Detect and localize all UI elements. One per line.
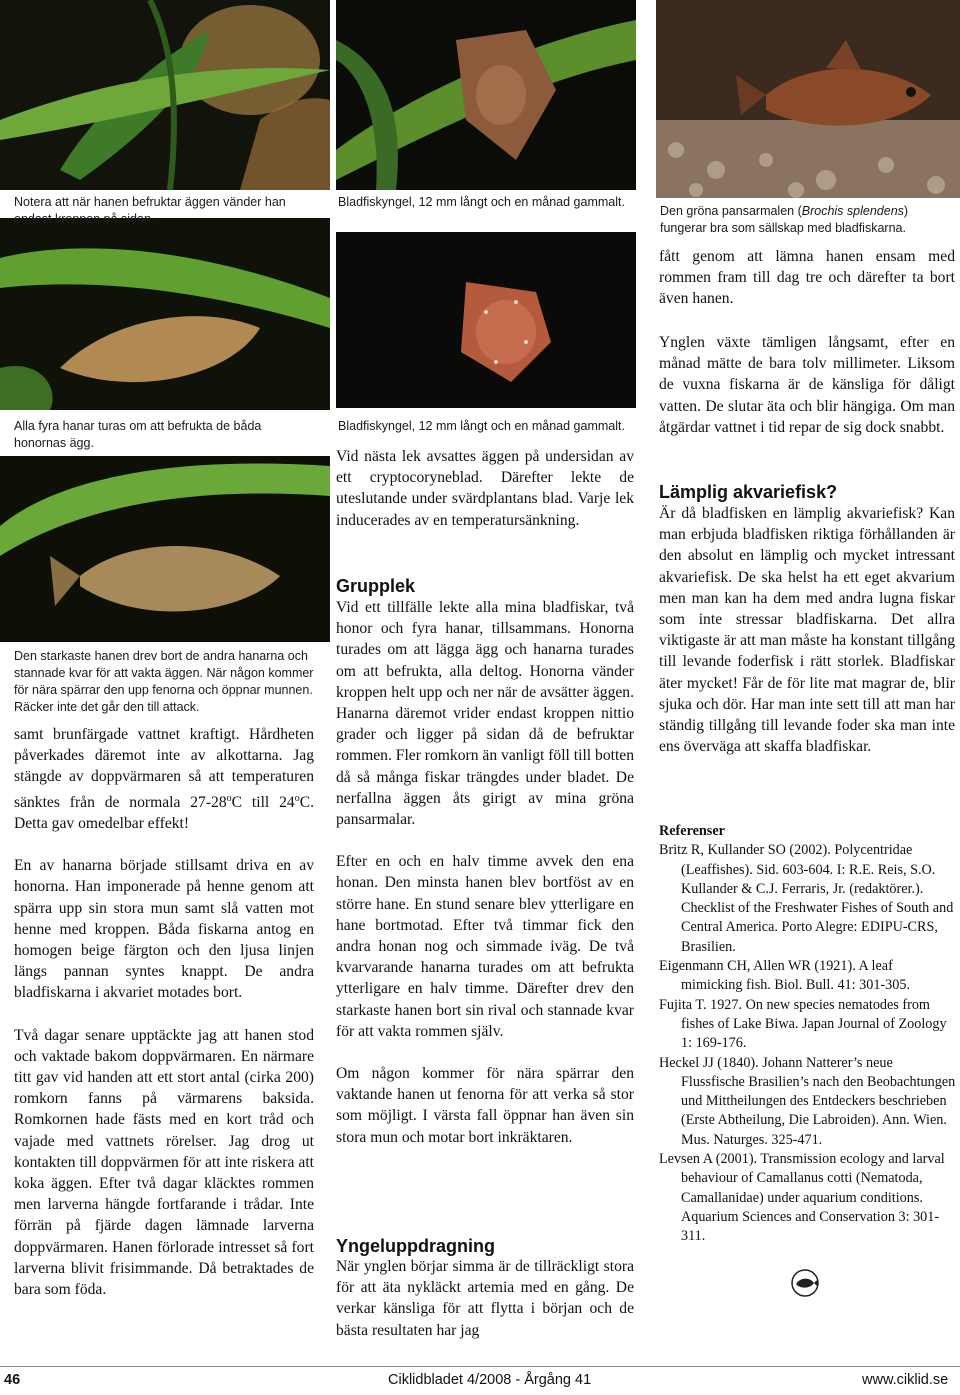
ciklid-logo-icon	[790, 1268, 820, 1298]
caption-photo4: Alla fyra hanar turas om att befrukta de båda honornas ägg.	[14, 419, 262, 450]
caption-photo5: Bladfiskyngel, 12 mm långt och en månad gammalt.	[338, 419, 625, 433]
references-title: Referenser	[659, 823, 725, 839]
reference-item: Britz R, Kullander SO (2002). Polycentridae (Leaffishes). Sid. 603-604. I: R.E. Reis, S.O. Kullander & C.J. Ferraris, Jr. (redaktörer.). Checklist of the Freshwater Fishes of South and Central America. Porto Alegre: EDIPU-CRS, Brasilien.	[659, 842, 954, 955]
photo-juvenile-leaffish-2	[336, 232, 636, 408]
caption-photo2: Bladfiskyngel, 12 mm långt och en månad gammalt.	[338, 195, 625, 209]
col2-paragraph-5: När ynglen börjar simma är de tillräckligt stora för att äta nykläckt artemia med en gång. De verkar känsliga för att flytta i början och de bästa resultaten har jag	[336, 1258, 634, 1339]
col3-paragraph-3: Är då bladfisken en lämplig akvariefisk? Kan man erbjuda bladfisken riktiga förhållanden är den absolut en lämplig och mycket intressant akvariefisk. De ska helst ha ett eget akvarium men man kan ha dem med andra lugna fiskar som inte stressar bladfiskarna. Det allra viktigaste är att man måste ha konstant tillgång till levande foderfisk i rätt storlek. Bladfiskar äter mycket! Får de för lite mat magrar de, blir sjuka och dör. Har man inte sett till att man har ständig tillgång till levande foder ska man inte ens överväga att skaffa bladfiskar.	[659, 505, 955, 756]
heading-grupplek: Grupplek	[336, 576, 416, 596]
footer-rule	[0, 1366, 960, 1367]
col1-paragraph-1: samt brunfärgade vattnet kraftigt. Hårdheten påverkades däremot inte av alkottarna. Jag stängde av doppvärmaren så att temperaturen sänktes från de normala 27-28$^o$C till 24$^o$C. Detta gav omedelbar effekt!	[14, 726, 314, 832]
heading-lamplig-akvariefisk: Lämplig akvariefisk?	[659, 482, 838, 502]
caption-photo1: Notera att när hanen befruktar äggen vänder han endast kroppen på sidan.	[14, 195, 286, 226]
heading-yngeluppdragning: Yngeluppdragning	[336, 1236, 495, 1256]
col1-paragraph-3: Två dagar senare upptäckte jag att hanen stod och vaktade bakom doppvärmaren. En närmare titt gav vid handen att ett stort antal (cirka 200) romkorn fanns på värmarens baksida. Romkornen hade fästs med en kort tråd och vajade med vattnets rörelser. Jag drog ut kontakten till doppvärmen för att inte riskera att koka äggen. Efter två dagar kläcktes rommen men larverna hängde fortfarande i trådar. Inte förrän på fjärde dagen lämnade larverna doppvärmaren. Hanen förlorade intresset så fort larverna blivit frisimmande. Då betraktades de bara som föda.	[14, 1026, 314, 1299]
col2-paragraph-1: Vid nästa lek avsattes äggen på undersidan av ett cryptocoryneblad. Därefter lekte de uteslutande under svärdplantans blad. Varje lek inducerades av en temperatursänkning.	[336, 448, 634, 529]
col2-group-text	[336, 597, 634, 1148]
reference-item: Levsen A (2001). Transmission ecology and larval behaviour of Camallanus cotti (Nematoda, Camallanidae) under aquarium conditions. Aquarium Sciences and Conservation 3: 301-311.	[659, 1151, 945, 1245]
references	[659, 822, 957, 1247]
col2-paragraph-4: Om någon kommer för nära spärrar den vaktande hanen ut fenorna för att verka så stor som möjligt. I värsta fall öppnar han även sin stora mun och motar bort inkräktaren.	[336, 1065, 634, 1146]
magazine-issue: Ciklidbladet 4/2008 - Årgång 41	[388, 1372, 592, 1388]
photo-brochis-splendens	[656, 0, 960, 198]
caption-photo3: Den gröna pansarmalen (Brochis splendens) fungerar bra som sällskap med bladfiskarna.	[660, 204, 909, 235]
col3-paragraph-2: Ynglen växte tämligen långsamt, efter en månad mätte de bara tolv millimeter. Liksom de vuxna fiskarna är de känsliga för dåligt vatten. De slutar äta och blir hängiga. Om man åtgärdar vattnet i tid repar de sig dock snabbt.	[659, 334, 955, 436]
website-link[interactable]: www.ciklid.se	[862, 1372, 949, 1388]
photo-leaffish-spawning	[0, 0, 330, 190]
photo-guarding-male	[0, 456, 330, 642]
photo-males-fertilizing	[0, 218, 330, 410]
caption-photo6: Den starkaste hanen drev bort de andra hanarna och stannade kvar för att vakta äggen. När någon kommer för nära spärrar den upp fenorna och öppnar munnen. Räcker inte det går den till attack.	[14, 649, 314, 714]
reference-item: Fujita T. 1927. On new species nematodes from fishes of Lake Biwa. Japan Journal of Zoology 1: 169-176.	[659, 996, 947, 1052]
col2-paragraph-2: Vid ett tillfälle lekte alla mina bladfiskar, två honor och fyra hanar, tillsammans. Honorna turades om att lägga ägg och hanarna turades om att befrukta, alla deltog. Honorna vänder kroppen helt upp och ner när de avsätter äggen. Hanarna däremot vrider endast kroppen nittio grader och ligger på sidan då de befruktar rommen. Fler romkorn än vanligt föll till botten då så många fiskar trängdes under bladet. De nerfallna äggen åts girigt av mina gröna pansarmalar.	[336, 599, 634, 829]
page-number: 46	[4, 1372, 21, 1388]
col1-paragraph-2: En av hanarna började stillsamt driva en av honorna. Han imponerade på henne genom att spärra upp sin stora mun samt slå vatten mot henne med kroppen. Båda fiskarna antog en homogen beige färgton och den ljusa linjen längs pannan syntes knappt. De andra bladfiskarna i akvariet motades bort.	[14, 857, 314, 1002]
reference-item: Heckel JJ (1840). Johann Natterer’s neue Flussfische Brasilien’s nach den Beobachtungen und Mittheilungen des Entdeckers beschrieben (Erste Abtheilung, Die Labroiden). Ann. Wien. Mus. Naturges. 325-471.	[659, 1054, 956, 1148]
column-1-text	[14, 724, 314, 1300]
col3-paragraph-1: fått genom att lämna hanen ensam med rommen fram till dag tre och därefter ta bort även hanen.	[659, 248, 955, 308]
photo-juvenile-leaffish	[336, 0, 636, 190]
reference-item: Eigenmann CH, Allen WR (1921). A leaf mimicking fish. Biol. Bull. 41: 301-305.	[659, 958, 910, 994]
col2-paragraph-3: Efter en och en halv timme avvek den ena honan. Den minsta hanen blev bortföst av en större hane. En stund senare blev ytterligare en hane bortmotad. Efter två timmar fick den andra honan nog och simmade iväg. De två kvarvarande hanarna turades om att befrukta ytterligare en halv timme. Därefter drev den starkaste hanen bort sin rival och stannade kvar för att vakta rommen själv.	[336, 853, 634, 1040]
